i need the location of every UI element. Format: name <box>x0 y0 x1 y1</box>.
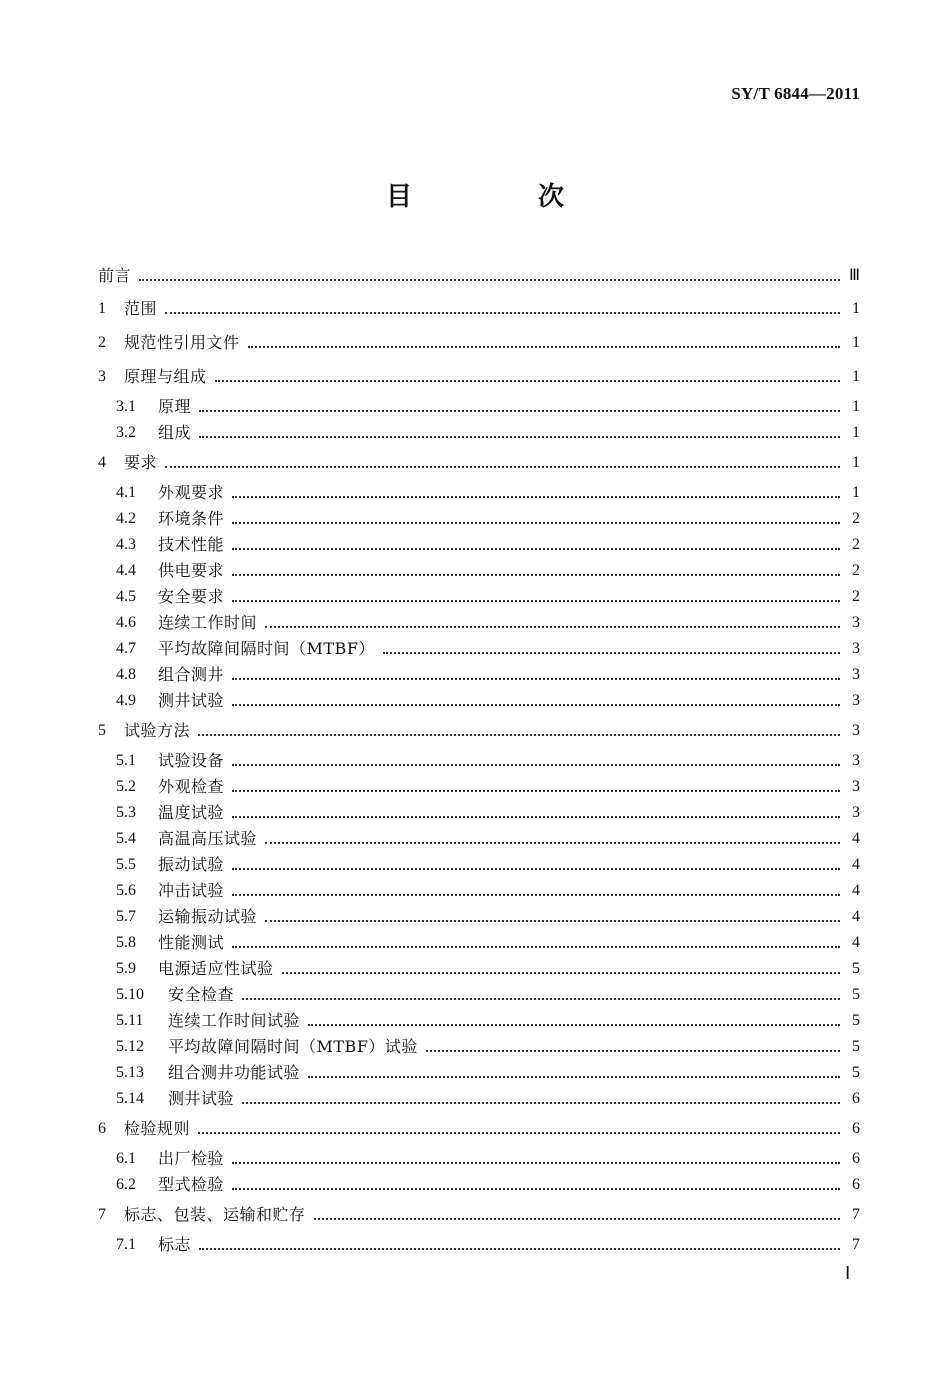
toc-entry-number: 5.1 <box>116 752 136 769</box>
toc-entry-label: 安全要求 <box>158 587 225 606</box>
toc-entry-page: 7 <box>852 1206 860 1223</box>
toc-entry[interactable] <box>116 851 860 875</box>
toc-entry-number: 5.2 <box>116 778 136 795</box>
dot-leader <box>232 678 840 680</box>
toc-entry-number: 5.5 <box>116 856 136 873</box>
toc-entry-label: 范围 <box>124 299 158 318</box>
toc-entry-page: 6 <box>852 1090 860 1107</box>
toc-entry-label: 规范性引用文件 <box>124 333 240 352</box>
toc-entry-number: 5.14 <box>116 1090 144 1107</box>
toc-entry-page: 3 <box>852 804 860 821</box>
toc-entry-number: 4.3 <box>116 536 136 553</box>
toc-entry-page: 1 <box>852 300 860 317</box>
dot-leader <box>242 998 840 1000</box>
toc-entry-label: 要求 <box>124 453 158 472</box>
toc-entry[interactable] <box>98 363 860 387</box>
dot-leader <box>232 764 840 766</box>
dot-leader <box>232 522 840 524</box>
toc-entry[interactable] <box>116 661 860 685</box>
toc-entry-number: 3.1 <box>116 398 136 415</box>
dot-leader <box>232 894 840 896</box>
toc-entry[interactable] <box>116 877 860 901</box>
dot-leader <box>308 1076 840 1078</box>
toc-entry[interactable] <box>116 687 860 711</box>
dot-leader <box>232 946 840 948</box>
toc-entry-label: 组合测井功能试验 <box>168 1063 301 1082</box>
toc-entry-label: 出厂检验 <box>158 1149 225 1168</box>
toc-entry-page: 5 <box>852 1012 860 1029</box>
dot-leader <box>232 790 840 792</box>
dot-leader <box>383 652 840 654</box>
toc-entry-number: 5.8 <box>116 934 136 951</box>
toc-entry-page: 4 <box>852 856 860 873</box>
toc-entry-label: 温度试验 <box>158 803 225 822</box>
toc-entry-page: 1 <box>852 454 860 471</box>
toc-entry-page: 4 <box>852 908 860 925</box>
toc-entry-number: 4.9 <box>116 692 136 709</box>
toc-entry[interactable] <box>116 825 860 849</box>
toc-entry-number: 7.1 <box>116 1236 136 1253</box>
toc-entry-label: 平均故障间隔时间（MTBF）试验 <box>168 1037 418 1056</box>
toc-entry-label: 外观要求 <box>158 483 225 502</box>
dot-leader <box>265 626 840 628</box>
toc-entry-label: 电源适应性试验 <box>158 959 274 978</box>
toc-entry-page: 2 <box>852 562 860 579</box>
toc-entry-number: 4.8 <box>116 666 136 683</box>
toc-entry-number: 4.2 <box>116 510 136 527</box>
toc-entry-number: 5.7 <box>116 908 136 925</box>
toc-entry[interactable] <box>116 505 860 529</box>
toc-entry-label: 组成 <box>158 423 192 442</box>
page-title: 目 次 <box>385 182 614 212</box>
dot-leader <box>199 410 840 412</box>
toc-entry-page: 3 <box>852 666 860 683</box>
toc-entry[interactable] <box>116 799 860 823</box>
toc-entry-number: 7 <box>98 1206 106 1223</box>
toc-entry-number: 2 <box>98 334 106 351</box>
toc-entry[interactable] <box>98 1201 860 1225</box>
toc-entry[interactable] <box>116 1231 860 1255</box>
dot-leader <box>165 312 840 314</box>
toc-entry[interactable] <box>116 1033 860 1057</box>
toc-entry[interactable] <box>116 1059 860 1083</box>
toc-entry-number: 4.6 <box>116 614 136 631</box>
dot-leader <box>232 574 840 576</box>
toc-entry[interactable] <box>116 557 860 581</box>
toc-entry-page: 5 <box>852 960 860 977</box>
toc-entry[interactable] <box>98 295 860 319</box>
toc-entry-label: 外观检查 <box>158 777 225 796</box>
toc-entry-number: 3.2 <box>116 424 136 441</box>
toc-entry-label: 安全检查 <box>168 985 235 1004</box>
toc-entry-page: 5 <box>852 1064 860 1081</box>
toc-entry-number: 5.4 <box>116 830 136 847</box>
dot-leader <box>199 1248 840 1250</box>
toc-entry-label: 平均故障间隔时间（MTBF） <box>158 639 375 658</box>
toc-entry-page: 1 <box>852 334 860 351</box>
toc-entry-number: 5.9 <box>116 960 136 977</box>
toc-entry-number: 5.13 <box>116 1064 144 1081</box>
toc-entry[interactable] <box>116 1085 860 1109</box>
dot-leader <box>139 279 840 281</box>
toc-entry-page: Ⅲ <box>848 267 860 284</box>
dot-leader <box>248 346 840 348</box>
toc-entry-label: 技术性能 <box>158 535 225 554</box>
toc-entry-number: 5.3 <box>116 804 136 821</box>
toc-entry-page: 1 <box>852 484 860 501</box>
toc-entry-page: 1 <box>852 424 860 441</box>
dot-leader <box>308 1024 840 1026</box>
toc-entry-page: 4 <box>852 830 860 847</box>
dot-leader <box>282 972 840 974</box>
dot-leader <box>265 842 840 844</box>
standard-code: SY/T 6844—2011 <box>731 84 860 103</box>
toc-entry-page: 3 <box>852 778 860 795</box>
toc-entry-label: 振动试验 <box>158 855 225 874</box>
toc-entry-page: 3 <box>852 752 860 769</box>
dot-leader <box>165 466 840 468</box>
dot-leader <box>242 1102 840 1104</box>
toc-entry-page: 3 <box>852 722 860 739</box>
toc-entry[interactable] <box>116 1171 860 1195</box>
dot-leader <box>232 816 840 818</box>
dot-leader <box>198 1132 840 1134</box>
toc-entry-label: 冲击试验 <box>158 881 225 900</box>
toc-entry-label: 连续工作时间 <box>158 613 258 632</box>
toc-entry-number: 4.4 <box>116 562 136 579</box>
dot-leader <box>232 704 840 706</box>
toc-entry-label: 前言 <box>98 266 132 285</box>
toc-entry[interactable] <box>116 903 860 927</box>
toc-entry-page: 2 <box>852 588 860 605</box>
toc-entry-number: 4.5 <box>116 588 136 605</box>
toc-entry-label: 原理 <box>158 397 192 416</box>
dot-leader <box>232 1162 840 1164</box>
toc-entry-page: 5 <box>852 1038 860 1055</box>
toc-entry-label: 试验设备 <box>158 751 225 770</box>
toc-entry-number: 3 <box>98 368 106 385</box>
toc-entry-number: 5.12 <box>116 1038 144 1055</box>
toc-entry[interactable] <box>116 479 860 503</box>
dot-leader <box>232 600 840 602</box>
toc-entry-number: 5.11 <box>116 1012 144 1029</box>
toc-entry-number: 5 <box>98 722 106 739</box>
dot-leader <box>215 380 840 382</box>
dot-leader <box>232 868 840 870</box>
toc-entry-label: 测井试验 <box>168 1089 235 1108</box>
toc-entry[interactable] <box>98 1115 860 1139</box>
toc-entry-label: 高温高压试验 <box>158 829 258 848</box>
toc-entry-page: 3 <box>852 640 860 657</box>
toc-entry[interactable] <box>116 955 860 979</box>
toc-entry[interactable] <box>116 635 860 659</box>
toc-entry-label: 检验规则 <box>124 1119 191 1138</box>
toc-entry[interactable] <box>116 747 860 771</box>
dot-leader <box>426 1050 840 1052</box>
toc-entry-page: 2 <box>852 510 860 527</box>
toc-entry[interactable] <box>116 1145 860 1169</box>
toc-entry[interactable] <box>116 1007 860 1031</box>
toc-entry[interactable] <box>98 262 860 286</box>
toc-entry-page: 4 <box>852 882 860 899</box>
toc-entry-label: 测井试验 <box>158 691 225 710</box>
toc-entry[interactable] <box>98 329 860 353</box>
dot-leader <box>198 734 840 736</box>
toc-entry-label: 组合测井 <box>158 665 225 684</box>
toc-entry[interactable] <box>116 419 860 443</box>
toc-entry[interactable] <box>116 609 860 633</box>
toc-entry-number: 4.7 <box>116 640 136 657</box>
toc-entry-number: 4.1 <box>116 484 136 501</box>
toc-entry-label: 连续工作时间试验 <box>168 1011 301 1030</box>
toc-entry-page: 6 <box>852 1120 860 1137</box>
toc-entry-page: 4 <box>852 934 860 951</box>
toc-entry-number: 4 <box>98 454 106 471</box>
toc-entry[interactable] <box>116 773 860 797</box>
toc-entry-page: 3 <box>852 692 860 709</box>
toc-entry-label: 环境条件 <box>158 509 225 528</box>
toc-entry-page: 1 <box>852 368 860 385</box>
toc-entry-page: 7 <box>852 1236 860 1253</box>
dot-leader <box>314 1218 840 1220</box>
toc-entry-number: 6.1 <box>116 1150 136 1167</box>
toc-entry-number: 1 <box>98 300 106 317</box>
toc-entry-page: 6 <box>852 1176 860 1193</box>
toc-entry-label: 性能测试 <box>158 933 225 952</box>
dot-leader <box>265 920 840 922</box>
page-number: Ⅰ <box>845 1263 851 1283</box>
toc-entry-page: 1 <box>852 398 860 415</box>
toc-entry-page: 3 <box>852 614 860 631</box>
toc-entry-label: 试验方法 <box>124 721 191 740</box>
toc-entry[interactable] <box>116 981 860 1005</box>
toc-entry-label: 运输振动试验 <box>158 907 258 926</box>
toc-entry[interactable] <box>98 449 860 473</box>
toc-entry-page: 2 <box>852 536 860 553</box>
dot-leader <box>232 1188 840 1190</box>
toc-entry-number: 6.2 <box>116 1176 136 1193</box>
toc-entry[interactable] <box>98 717 860 741</box>
toc-entry[interactable] <box>116 583 860 607</box>
toc-entry-label: 标志、包装、运输和贮存 <box>124 1205 306 1224</box>
toc-entry-label: 标志 <box>158 1235 192 1254</box>
toc-entry-page: 5 <box>852 986 860 1003</box>
toc-entry-number: 6 <box>98 1120 106 1137</box>
toc-entry-page: 6 <box>852 1150 860 1167</box>
toc-entry[interactable] <box>116 531 860 555</box>
toc-entry-number: 5.6 <box>116 882 136 899</box>
dot-leader <box>232 548 840 550</box>
toc-entry[interactable] <box>116 929 860 953</box>
toc-entry[interactable] <box>116 393 860 417</box>
toc-entry-label: 供电要求 <box>158 561 225 580</box>
dot-leader <box>232 496 840 498</box>
toc-entry-label: 原理与组成 <box>124 367 207 386</box>
dot-leader <box>199 436 840 438</box>
toc-entry-number: 5.10 <box>116 986 144 1003</box>
toc-entry-label: 型式检验 <box>158 1175 225 1194</box>
